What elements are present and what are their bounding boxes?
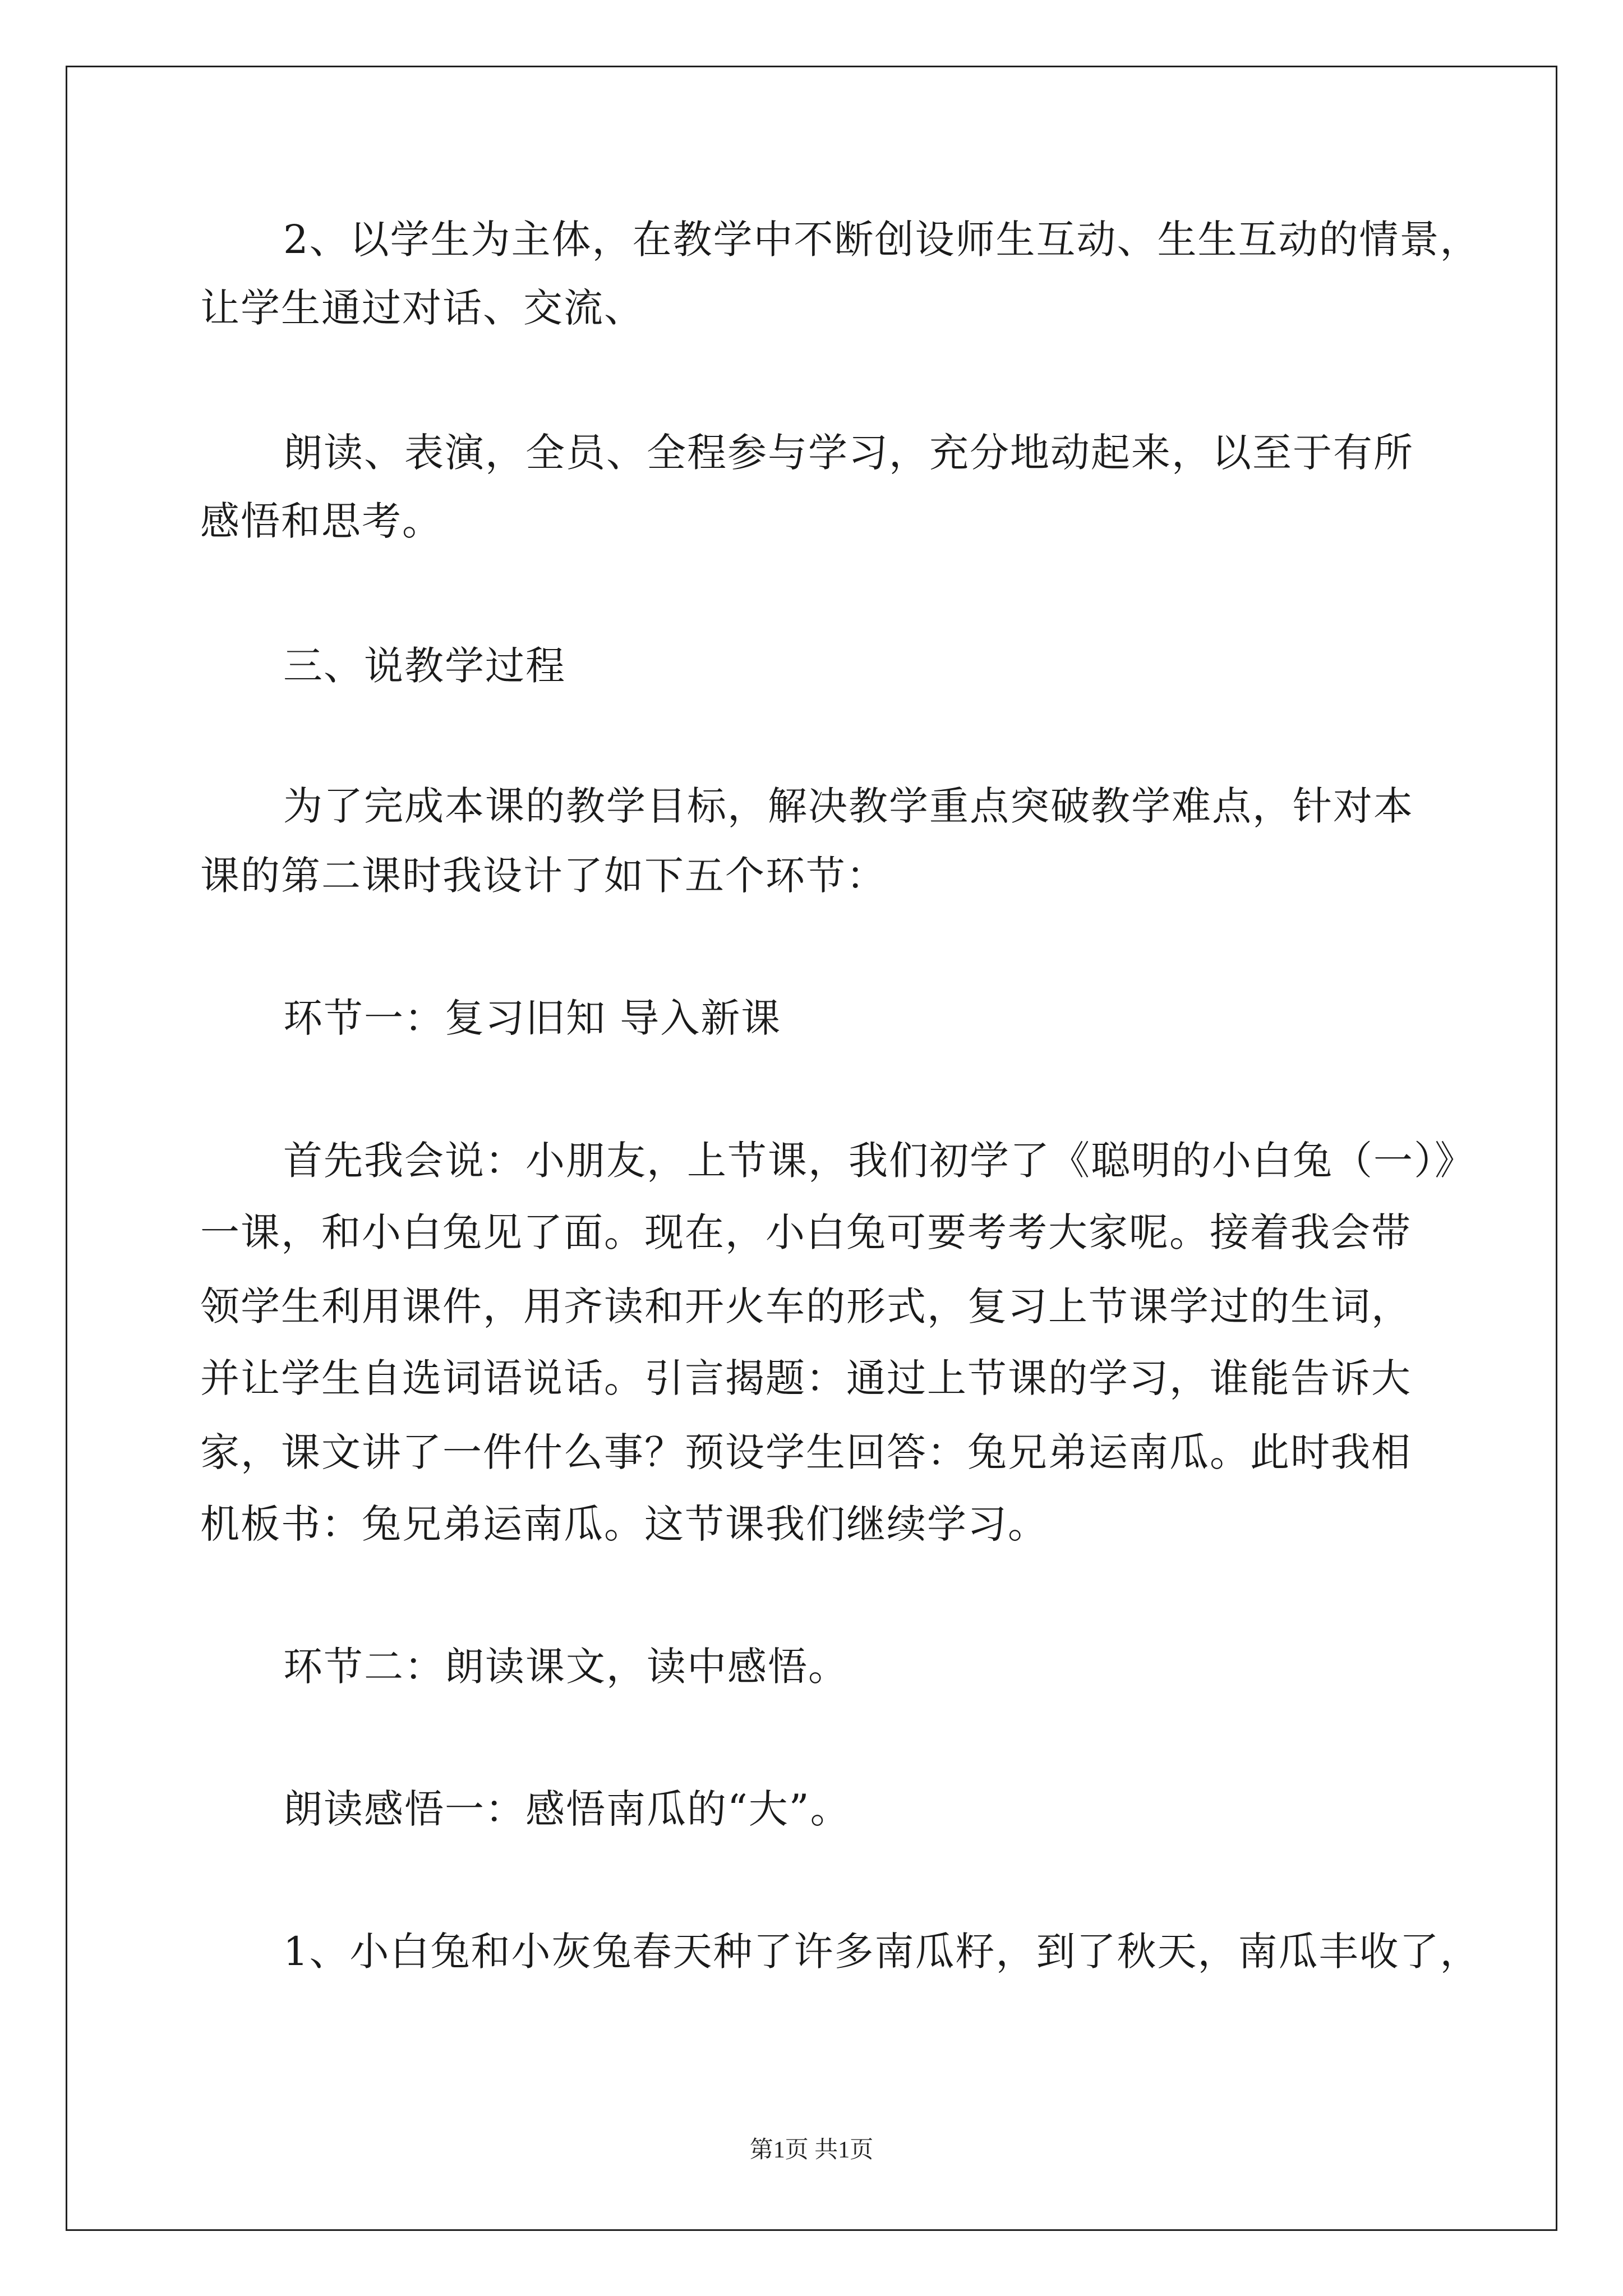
page-number-footer: 第1页 共1页 (749, 2137, 874, 2163)
subsection-heading: 环节一：复习旧知 导入新课 (283, 995, 782, 1041)
paragraph-line: 让学生通过对话、交流、 (200, 285, 644, 331)
paragraph-line: 首先我会说：小朋友，上节课，我们初学了《聪明的小白兔（一）》 (283, 1138, 1475, 1184)
paragraph-line: 感悟和思考。 (200, 498, 442, 544)
paragraph-line: 2、以学生为主体，在教学中不断创设师生互动、生生互动的情景， (283, 217, 1481, 263)
paragraph-line: 机板书：兔兄弟运南瓜。这节课我们继续学习。 (200, 1501, 1048, 1547)
paragraph-line: 家，课文讲了一件什么事？预设学生回答：兔兄弟运南瓜。此时我相 (200, 1429, 1412, 1475)
paragraph-line: 朗读感悟一：感悟南瓜的“大”。 (283, 1786, 851, 1832)
section-heading: 三、说教学过程 (283, 643, 566, 689)
paragraph-line: 并让学生自选词语说话。引言揭题：通过上节课的学习，谁能告诉大 (200, 1355, 1412, 1401)
paragraph-line: 1、小白兔和小灰兔春天种了许多南瓜籽，到了秋天，南瓜丰收了， (283, 1929, 1481, 1975)
paragraph-line: 课的第二课时我设计了如下五个环节： (200, 853, 887, 899)
subsection-heading: 环节二：朗读课文，读中感悟。 (283, 1644, 849, 1690)
paragraph-line: 朗读、表演，全员、全程参与学习，充分地动起来，以至于有所 (283, 430, 1414, 476)
paragraph-line: 为了完成本课的教学目标，解决教学重点突破教学难点，针对本 (283, 783, 1414, 829)
paragraph-line: 领学生利用课件，用齐读和开火车的形式，复习上节课学过的生词， (200, 1283, 1412, 1329)
paragraph-line: 一课，和小白兔见了面。现在，小白兔可要考考大家呢。接着我会带 (200, 1209, 1412, 1255)
